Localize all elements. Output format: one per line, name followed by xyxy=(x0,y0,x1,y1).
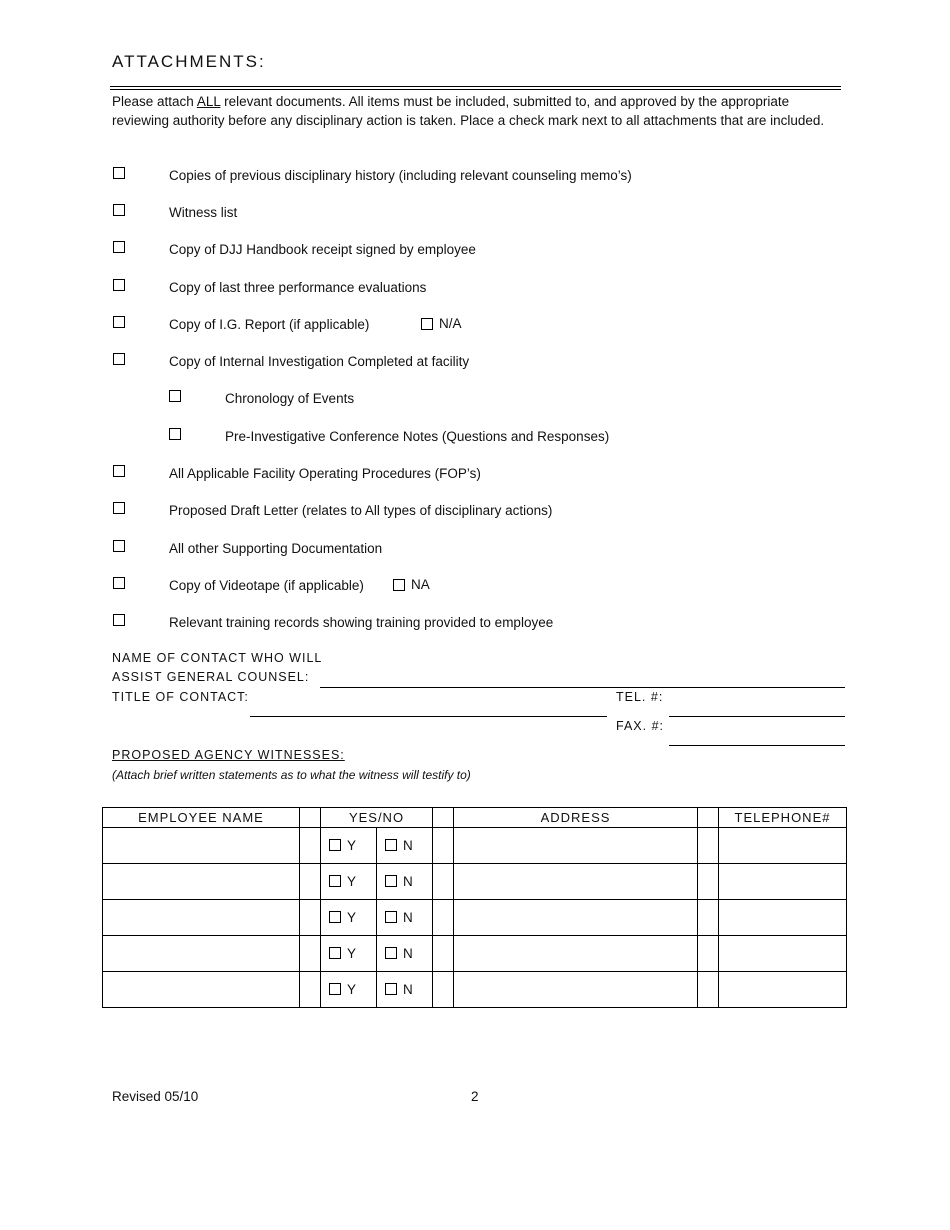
no-option[interactable] xyxy=(377,936,433,972)
witnesses-note: (Attach brief written statements as to what the witness will testify to) xyxy=(112,768,471,782)
no-option[interactable] xyxy=(377,900,433,936)
telephone-cell[interactable] xyxy=(719,864,847,900)
yes-label: Y xyxy=(347,946,357,961)
no-checkbox[interactable] xyxy=(385,947,397,959)
no-option[interactable] xyxy=(377,864,433,900)
contact-name-label-line1: NAME OF CONTACT WHO WILL xyxy=(112,651,323,665)
spacer-cell xyxy=(433,900,454,936)
employee-name-cell[interactable] xyxy=(103,936,300,972)
videotape-na-checkbox[interactable] xyxy=(393,579,405,591)
telephone-header: TELEPHONE# xyxy=(719,808,847,828)
pre-investigative-label: Pre-Investigative Conference Notes (Questions and Responses) xyxy=(225,429,610,444)
yes-option[interactable] xyxy=(321,972,377,1008)
page-title: ATTACHMENTS: xyxy=(112,52,266,71)
table-row xyxy=(103,864,847,900)
training-records-checkbox[interactable] xyxy=(113,614,125,626)
table-row xyxy=(103,972,847,1008)
address-header: ADDRESS xyxy=(454,808,698,828)
no-option[interactable] xyxy=(377,828,433,864)
intro-paragraph xyxy=(112,92,840,130)
intro-emphasis: ALL xyxy=(196,94,221,109)
draft-letter-label: Proposed Draft Letter (relates to All types of disciplinary actions) xyxy=(169,503,553,518)
spacer-cell xyxy=(300,808,321,828)
telephone-cell[interactable] xyxy=(719,936,847,972)
videotape-na-option xyxy=(393,577,430,592)
spacer-cell xyxy=(300,936,321,972)
spacer-cell xyxy=(698,972,719,1008)
previous-history-checkbox[interactable] xyxy=(113,167,125,179)
other-docs-label: All other Supporting Documentation xyxy=(169,541,383,556)
spacer-cell xyxy=(433,936,454,972)
ig-report-checkbox[interactable] xyxy=(113,316,125,328)
intro-text-end: relevant documents. All items must be included, submitted to, and approved by the appropriate reviewing authority before any disciplinary action is taken. Place a check mark next to all attachments that are included. xyxy=(112,94,825,128)
telephone-cell[interactable] xyxy=(719,972,847,1008)
yes-label: Y xyxy=(347,874,357,889)
address-cell[interactable] xyxy=(454,900,698,936)
no-option[interactable] xyxy=(377,972,433,1008)
no-label: N xyxy=(403,838,413,853)
spacer-cell xyxy=(433,808,454,828)
training-records-label: Relevant training records showing training provided to employee xyxy=(169,615,554,630)
videotape-checkbox[interactable] xyxy=(113,577,125,589)
yes-checkbox[interactable] xyxy=(329,875,341,887)
contact-name-label-line2: ASSIST GENERAL COUNSEL: xyxy=(112,670,310,684)
contact-title-field[interactable] xyxy=(250,716,607,717)
no-checkbox[interactable] xyxy=(385,983,397,995)
table-row xyxy=(103,828,847,864)
pre-investigative-checkbox[interactable] xyxy=(169,428,181,440)
videotape-na-label: NA xyxy=(411,577,430,592)
address-cell[interactable] xyxy=(454,972,698,1008)
address-cell[interactable] xyxy=(454,864,698,900)
no-label: N xyxy=(403,946,413,961)
spacer-cell xyxy=(433,972,454,1008)
handbook-receipt-label: Copy of DJJ Handbook receipt signed by employee xyxy=(169,242,476,257)
yes-checkbox[interactable] xyxy=(329,947,341,959)
yes-label: Y xyxy=(347,838,357,853)
employee-name-cell[interactable] xyxy=(103,972,300,1008)
yes-option[interactable] xyxy=(321,936,377,972)
ig-report-na-option xyxy=(421,316,462,331)
fax-field[interactable] xyxy=(669,745,845,746)
no-label: N xyxy=(403,910,413,925)
witness-table xyxy=(102,807,847,1008)
contact-name-field[interactable] xyxy=(320,687,845,688)
fops-label: All Applicable Facility Operating Procedures (FOP’s) xyxy=(169,466,481,481)
no-label: N xyxy=(403,874,413,889)
fax-label: FAX. #: xyxy=(616,719,664,733)
yes-label: Y xyxy=(347,910,357,925)
yes-no-header: YES/NO xyxy=(321,808,433,828)
fops-checkbox[interactable] xyxy=(113,465,125,477)
title-divider-top xyxy=(110,86,841,87)
spacer-cell xyxy=(698,900,719,936)
no-checkbox[interactable] xyxy=(385,875,397,887)
employee-name-cell[interactable] xyxy=(103,864,300,900)
spacer-cell xyxy=(433,864,454,900)
employee-name-header: EMPLOYEE NAME xyxy=(103,808,300,828)
internal-investigation-label: Copy of Internal Investigation Completed at facility xyxy=(169,354,470,369)
draft-letter-checkbox[interactable] xyxy=(113,502,125,514)
employee-name-cell[interactable] xyxy=(103,900,300,936)
address-cell[interactable] xyxy=(454,936,698,972)
spacer-cell xyxy=(698,808,719,828)
contact-title-label: TITLE OF CONTACT: xyxy=(112,690,249,704)
intro-text-start: Please attach xyxy=(112,94,197,109)
tel-field[interactable] xyxy=(669,716,845,717)
previous-history-label: Copies of previous disciplinary history (including relevant counseling memo’s) xyxy=(169,168,632,183)
telephone-cell[interactable] xyxy=(719,900,847,936)
employee-name-cell[interactable] xyxy=(103,828,300,864)
table-row xyxy=(103,936,847,972)
handbook-receipt-checkbox[interactable] xyxy=(113,241,125,253)
page-number: 2 xyxy=(471,1089,479,1104)
other-docs-checkbox[interactable] xyxy=(113,540,125,552)
yes-option[interactable] xyxy=(321,864,377,900)
ig-report-label: Copy of I.G. Report (if applicable) xyxy=(169,317,370,332)
no-label: N xyxy=(403,982,413,997)
address-cell[interactable] xyxy=(454,828,698,864)
witness-list-checkbox[interactable] xyxy=(113,204,125,216)
witness-list-label: Witness list xyxy=(169,205,238,220)
yes-checkbox[interactable] xyxy=(329,911,341,923)
spacer-cell xyxy=(300,864,321,900)
internal-investigation-checkbox[interactable] xyxy=(113,353,125,365)
chronology-checkbox[interactable] xyxy=(169,390,181,402)
spacer-cell xyxy=(698,936,719,972)
yes-option[interactable] xyxy=(321,828,377,864)
ig-report-na-checkbox[interactable] xyxy=(421,318,433,330)
witnesses-heading: PROPOSED AGENCY WITNESSES: xyxy=(112,748,345,762)
chronology-label: Chronology of Events xyxy=(225,391,355,406)
spacer-cell xyxy=(300,828,321,864)
yes-label: Y xyxy=(347,982,357,997)
revision-date: Revised 05/10 xyxy=(112,1089,199,1104)
spacer-cell xyxy=(300,972,321,1008)
spacer-cell xyxy=(698,864,719,900)
videotape-label: Copy of Videotape (if applicable) xyxy=(169,578,364,593)
title-divider-bottom xyxy=(110,89,841,90)
no-checkbox[interactable] xyxy=(385,911,397,923)
telephone-cell[interactable] xyxy=(719,828,847,864)
spacer-cell xyxy=(698,828,719,864)
no-checkbox[interactable] xyxy=(385,839,397,851)
spacer-cell xyxy=(433,828,454,864)
yes-checkbox[interactable] xyxy=(329,983,341,995)
spacer-cell xyxy=(300,900,321,936)
yes-checkbox[interactable] xyxy=(329,839,341,851)
performance-evals-checkbox[interactable] xyxy=(113,279,125,291)
table-row xyxy=(103,900,847,936)
performance-evals-label: Copy of last three performance evaluations xyxy=(169,280,427,295)
witness-table-header xyxy=(103,808,847,828)
ig-report-na-label: N/A xyxy=(439,316,462,331)
tel-label: TEL. #: xyxy=(616,690,664,704)
yes-option[interactable] xyxy=(321,900,377,936)
